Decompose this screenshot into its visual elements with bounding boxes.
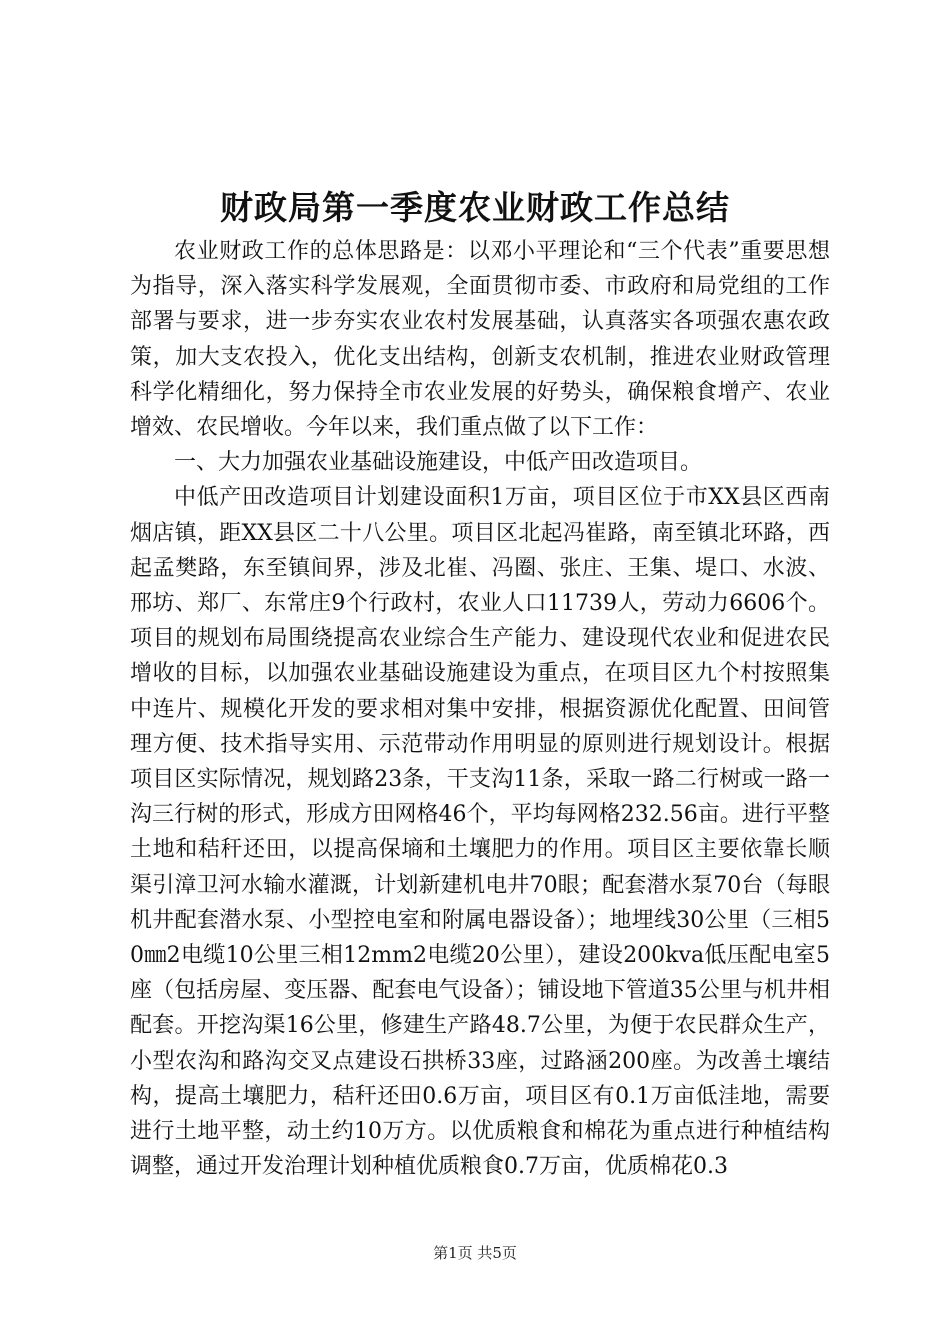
page-number: 第1页 共5页 <box>433 1244 517 1262</box>
document-body <box>130 234 830 1184</box>
section-heading-1: 一、大力加强农业基础设施建设，中低产田改造项目。 <box>174 450 703 476</box>
document-title: 财政局第一季度农业财政工作总结 <box>220 188 730 227</box>
paragraph-overview: 农业财政工作的总体思路是：以邓小平理论和“三个代表”重要思想为指导，深入落实科学发展观，全面贯彻市委、市政府和局党组的工作部署与要求，进一步夯实农业农村发展基础，认真落实各项强农惠农政策，加大支农投入，优化支出结构，创新支农机制，推进农业财政管理科学化精细化，努力保持全市农业发展的好势头，确保粮食增产、农业增效、农民增收。今年以来，我们重点做了以下工作： <box>130 239 830 441</box>
paragraph-project-details: 中低产田改造项目计划建设面积1万亩，项目区位于市XX县区西南烟店镇，距XX县区二十八公里。项目区北起冯崔路，南至镇北环路，西起孟樊路，东至镇间界，涉及北崔、冯圈、张庄、王集、堤口、水波、邢坊、郑厂、东常庄9个行政村，农业人口11739人，劳动力6606个。项目的规划布局围绕提高农业综合生产能力、建设现代农业和促进农民增收的目标，以加强农业基础设施建设为重点，在项目区九个村按照集中连片、规模化开发的要求相对集中安排，根据资源优化配置、田间管理方便、技术指导实用、示范带动作用明显的原则进行规划设计。根据项目区实际情况，规划路23条，干支沟11条，采取一路二行树或一路一沟三行树的形式，形成方田网格46个，平均每网格232.56亩。进行平整土地和秸秆还田，以提高保墒和土壤肥力的作用。项目区主要依靠长顺渠引漳卫河水输水灌溉，计划新建机电井70眼；配套潜水泵70台（每眼机井配套潜水泵、小型控电室和附属电器设备）；地埋线30公里（三相50㎜2电缆10公里三相12mm2电缆20公里），建设200kva低压配电室5座（包括房屋、变压器、配套电气设备）；铺设地下管道35公里与机井相配套。开挖沟渠16公里，修建生产路48.7公里，为便于农民群众生产，小型农沟和路沟交叉点建设石拱桥33座，过路涵200座。为改善土壤结构，提高土壤肥力，秸秆还田0.6万亩，项目区有0.1万亩低洼地，需要进行土地平整，动土约10万方。以优质粮食和棉花为重点进行种植结构调整，通过开发治理计划种植优质粮食0.7万亩，优质棉花0.3 <box>130 485 830 1180</box>
